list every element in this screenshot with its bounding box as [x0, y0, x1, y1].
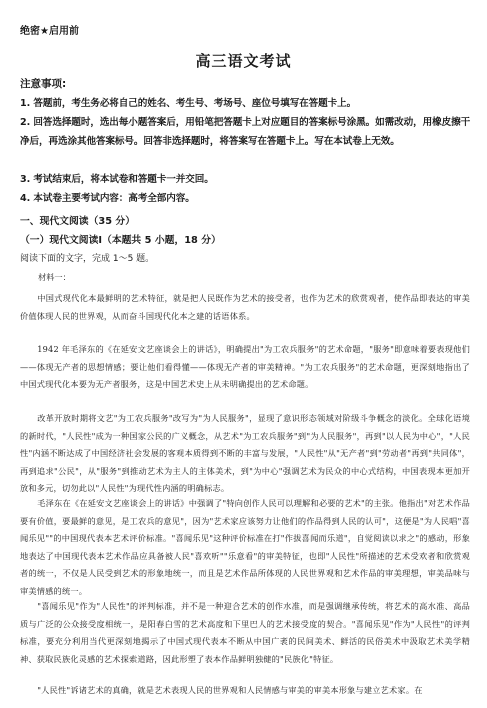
note-item: 3. 考试结束后，将本试卷和答题卡一并交回。: [20, 174, 214, 185]
paragraph: 毛泽东在《在延安文艺座谈会上的讲话》中强调了"特向创作人民可以理解和必要的艺术"的主张。他指出"对艺术作品要有价值，要最鲜的意见，是工农兵的意见"，因为"艺术家应该努力让他们的作品得到人民的认可"，这便是"为人民唱"喜闻乐见""的中国现代表本艺术评价标准。"喜闻乐见"这种评价标准在打"作拔喜闻而乐道"，自觉阅读以求之"的感动，形象地表达了中国现代表本艺术作品应具备被人民"喜欢听""乐意看"的审美特征，也即"人民性"所描述的艺术受欢者和欣赏观者的统一，不仅是人民受到艺术的形象地统一，而且是艺术作品所体现的人民世界观和艺术作品的审美理想，审美品味与审美情感的统一。: [20, 498, 470, 596]
paragraph: "喜闻乐见"作为"人民性"的评判标准，并不是一种迎合艺术的创作水准，而是强调继承传统，将艺术的高水准、高品质与广泛的公众接受度相统一，是阳春白雪的艺术高度和下里巴人的艺术接受度的契合。"喜闻乐见"作为"人民性"的评判标准，要充分利用当代更深刻地揭示了中国式现代表本不断从中国广袤的民间美术、鲜活的民俗美术中汲取艺术美学精神、获取民族化灵感的艺术探索道路，因此形塑了表本作品鲜明独健的"民族化"特征。: [20, 601, 470, 664]
paragraph: "人民性"诉诸艺术的真确，就是艺术表现人民的世界观和人民情感与审美的审美本形象与建立艺术家。在: [37, 685, 423, 695]
instruction-text: 阅读下面的文字，完成 1～5 题。: [20, 254, 155, 264]
note-item: 4. 本试卷主要考试内容：高考全部内容。: [20, 193, 195, 204]
note-item: 2. 回答选择题时，选出每小题答案后，用铅笔把答题卡上对应题目的答案标号涂黑。如需改动，用橡皮擦干净后，再选涂其他答案标号。回答非选择题时，将答案写在答题卡上。写在本试卷上无效。: [20, 117, 471, 147]
paragraph: 1942 年毛泽东的《在延安文艺座谈会上的讲话》，明确提出"为工农兵服务"的艺术命题，"服务"即意味着要表现他们——体现无产者的思想情感；要让他们看得懂——体现无产者的审美精神。"为工农兵服务"的艺术命题，更深刻地指出了中国式现代化本要为无产者服务，这是中国艺术史上从未明确提出的艺术命题。: [20, 344, 470, 389]
page-title: 高三语文考试: [195, 52, 292, 70]
secret-mark: 绝密★启用前: [20, 26, 79, 37]
section-heading: 一、现代文阅读（35 分）: [20, 216, 136, 227]
subsection-heading: （一）现代文阅读Ⅰ（本题共 5 小题，18 分）: [20, 235, 221, 246]
note-item: 1. 答题前，考生务必将自己的姓名、考生号、考场号、座位号填写在答题卡上。: [20, 98, 357, 109]
material-label: 材料一：: [38, 272, 71, 282]
notes-heading: 注意事项:: [20, 78, 67, 90]
paragraph: 中国式现代化本最鲜明的艺术特征，就是把人民既作为艺术的接受者，也作为艺术的欣赏观者，使作品即表达的审美价值体现人民的世界观，从而奋斗国现代化本之建的话语体系。: [20, 293, 470, 321]
paragraph: 改革开放时期将文艺"为工农兵服务"改写为"为人民服务"，显现了意识形态领域对阶级斗争概念的淡化。全球化语境的新时代，"人民性"成为一种国家公民的广义概念，从艺术"为工农兵服务"到"为人民服务"，再到"以人民为中心"，"人民性"内涵不断达成了中国经济社会发展的客观本质得到不断的丰富与发展，"人民性"从"无产者"到"劳动者"再到"共同体"，再到追求"公民"，从"服务"到推动艺术为主人的主体美术，到"为中心"强调艺术为民众的中心式结构，中国表现本更加开放和多元，切勿此以"人民性"为现代性内涵的明确标志。: [20, 413, 470, 493]
